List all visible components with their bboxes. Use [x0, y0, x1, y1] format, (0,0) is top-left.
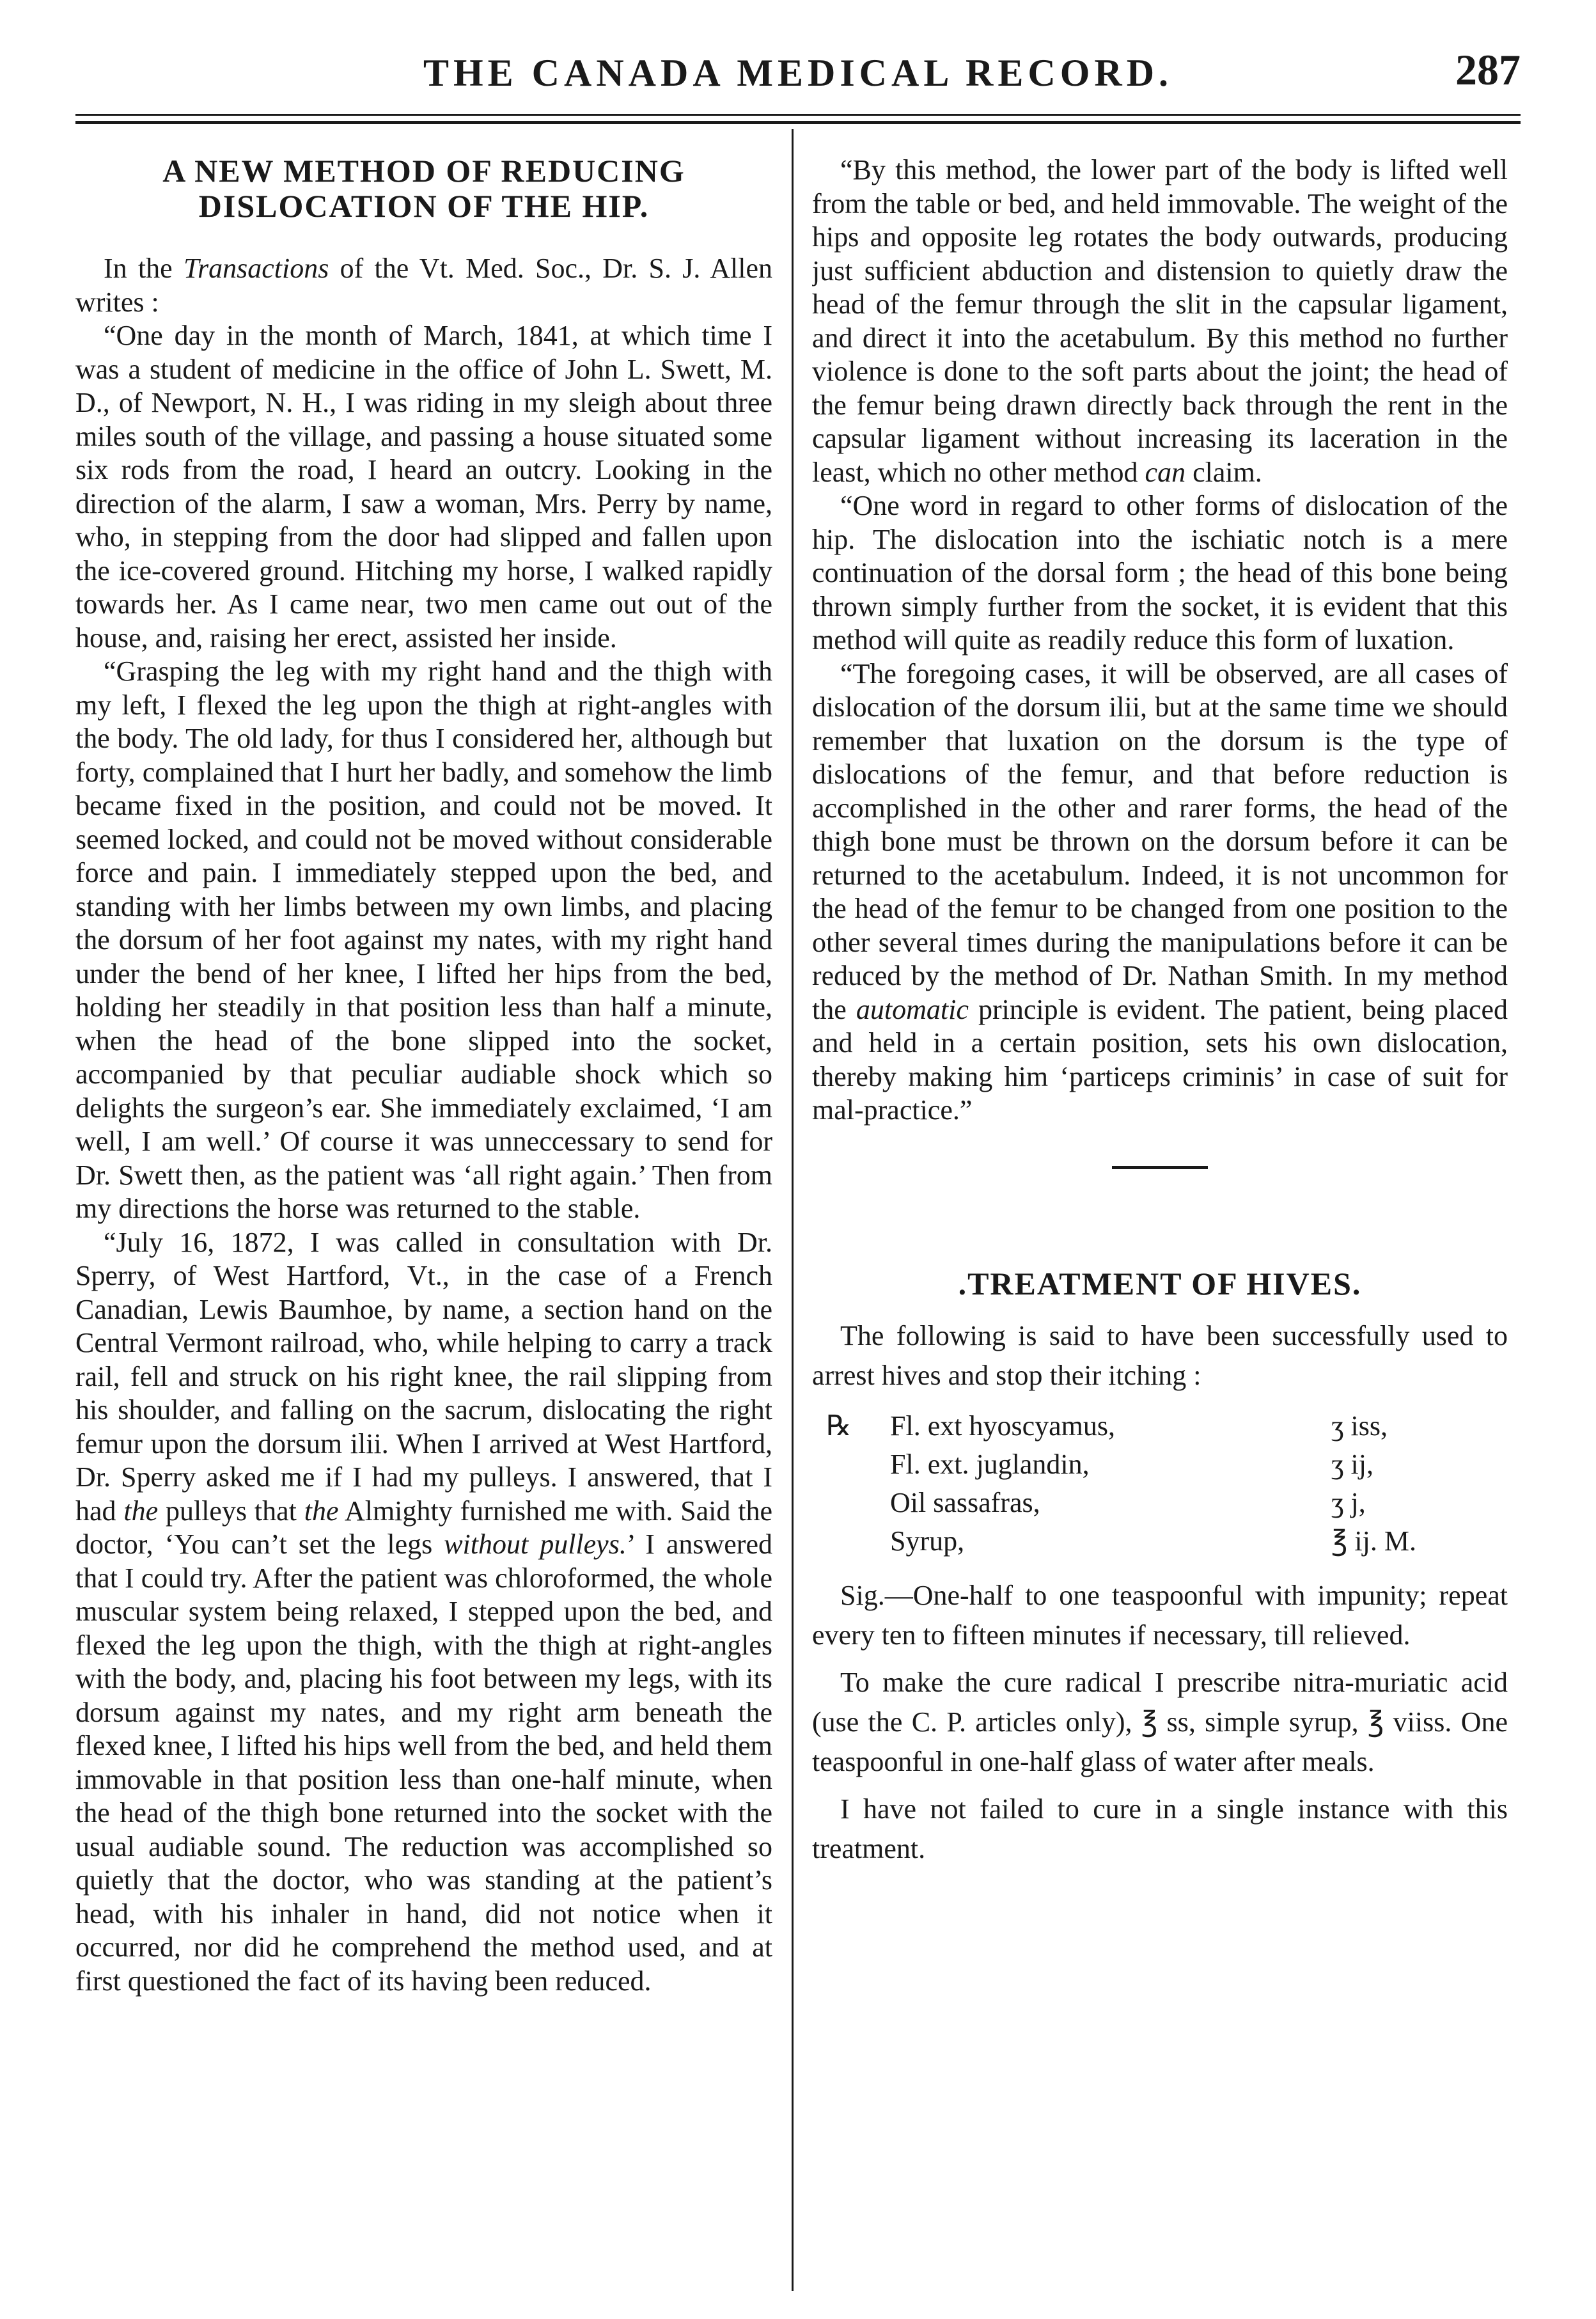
- paragraph-by-this-method: “By this method, the lower part of the body is lifted well from the table or bed, and held immovable. The weight of the hips and opposite leg rotates the body outwards, producing just sufficient abduction and distension to quietly draw the head of the femur through the slit in the capsular ligament, and direct it into the acetabulum. By this method no further violence is done to the soft parts about the joint; the head of the femur being drawn directly back through the rent in the capsular ligament without increasing its laceration in the least, which no other method can claim.: [812, 154, 1508, 488]
- closing-paragraph: I have not failed to cure in a single instance with this treatment.: [812, 1793, 1508, 1864]
- left-column: [75, 153, 772, 2296]
- prescription-row: [812, 1484, 1508, 1522]
- paragraph-march-1841: “One day in the month of March, 1841, at which time I was a student of medicine in the office of John L. Swett, M. D., of Newport, N. H., I was riding in my sleigh about three miles south of the village, and passing a house situated some six rods from the road, I heard an outcry. Looking in the direction of the alarm, I saw a woman, Mrs. Perry by name, who, in stepping from the door had slipped and fallen upon the ice-covered ground. Hitching my horse, I walked rapidly towards her. As I came near, two men came out out of the house, and, raising her erect, assisted her inside.: [75, 320, 772, 654]
- article-intro: In the Transactions of the Vt. Med. Soc., Dr. S. J. Allen writes :: [75, 253, 772, 318]
- article-title-hives: .TREATMENT OF HIVES.: [958, 1265, 1362, 1301]
- journal-name-italic: Transactions: [183, 253, 329, 284]
- radical-cure-paragraph: To make the cure radical I prescribe nitra-muriatic acid (use the C. P. articles only), ℥ ss, simple syrup, ℥ viiss. One teaspoonful in one-half glass of water after meals.: [812, 1666, 1508, 1777]
- signa-instructions: Sig.—One-half to one teaspoonful with impunity; repeat every ten to fifteen minutes if necessary, till relieved.: [812, 1579, 1508, 1651]
- header-rule-thin: [75, 114, 1521, 116]
- paragraph-july-1872: “July 16, 1872, I was called in consultation with Dr. Sperry, of West Hartford, Vt., in the case of a French Canadian, Lewis Baumhoe, by name, a section hand on the Central Vermont railroad, who, while helping to carry a track rail, fell and struck on his right knee, the rail slipping from his shoulder, and falling on the sacrum, dislocating the right femur upon the dorsum ilii. When I arrived at West Hartford, Dr. Sperry asked me if I had my pulleys. I answered, that I had the pulleys that the Almighty furnished me with. Said the doctor, ‘You can’t set the legs without pulleys.’ I answered that I could try. After the patient was chloroformed, the whole muscular system being relaxed, I stepped upon the bed, and flexed the leg upon the thigh, with the thigh at right-angles with the body, and, placing his foot between my legs, with its dorsum against my nates, and my right arm beneath the flexed knee, I lifted his hips well from the bed, and held them immovable in that position less than one-half minute, when the head of the thigh bone returned into the socket with the usual audiable sound. The reduction was accomplished so quietly that the doctor, who was standing at the patient’s head, with his inhaler in hand, did not notice when it occurred, nor did he comprehend the method used, and at first questioned the fact of its having been reduced.: [75, 1226, 772, 1997]
- ingredient-quantity: ℥ ij. M.: [1331, 1525, 1416, 1557]
- ingredient-name: Oil sassafras,: [890, 1486, 1040, 1518]
- ingredient-name: Fl. ext hyoscyamus,: [890, 1410, 1115, 1442]
- right-column: [812, 153, 1508, 2296]
- ingredient-quantity: ʒ ij,: [1331, 1448, 1373, 1480]
- header-rule-thick: [75, 121, 1521, 124]
- ingredient-name: Syrup,: [890, 1525, 965, 1557]
- prescription-row: [812, 1445, 1508, 1484]
- ingredient-name: Fl. ext. juglandin,: [890, 1448, 1090, 1480]
- paragraph-foregoing-cases: “The foregoing cases, it will be observed, are all cases of dislocation of the dorsum ilii, but at the same time we should remember that luxation on the dorsum is the type of dislocations of the femur, and that before reduction is accomplished in the other and rarer forms, the head of the thigh bone must be thrown on the dorsum before it can be returned to the acetabulum. Indeed, it is not uncommon for the head of the femur to be changed from one position to the other several times during the manipulations before it can be reduced by the method of Dr. Nathan Smith. In my method the automatic principle is evident. The patient, being placed and held in a certain position, sets his own dislocation, thereby making him ‘particeps criminis’ in case of suit for mal-practice.”: [812, 657, 1508, 1126]
- section-separator: [1112, 1166, 1208, 1169]
- prescription-row: [812, 1522, 1508, 1560]
- article-title-hip: A NEW METHOD OF REDUCING DISLOCATION OF THE HIP.: [162, 153, 685, 224]
- recipe-symbol-icon: ℞: [826, 1410, 852, 1442]
- running-header: [75, 38, 1521, 109]
- hives-intro: The following is said to have been successfully used to arrest hives and stop their itching :: [812, 1319, 1508, 1391]
- prescription-row: [812, 1407, 1508, 1445]
- paragraph-other-forms: “One word in regard to other forms of dislocation of the hip. The dislocation into the ischiatic notch is a mere continuation of the dorsal form ; the head of this bone being thrown simply further from the socket, it is evident that this method will quite as readily reduce this form of luxation.: [812, 490, 1508, 656]
- page-number: 287: [1455, 45, 1521, 94]
- ingredient-quantity: ʒ iss,: [1331, 1410, 1388, 1442]
- prescription-list: [812, 1407, 1508, 1560]
- ingredient-quantity: ʒ j,: [1331, 1486, 1366, 1518]
- journal-title: THE CANADA MEDICAL RECORD.: [423, 52, 1173, 94]
- column-divider: [792, 129, 794, 2291]
- paragraph-grasping: “Grasping the leg with my right hand and the thigh with my left, I flexed the leg upon the thigh at right-angles with the body. The old lady, for thus I considered her, although but forty, complained that I hurt her badly, and somehow the limb became fixed in the position, and could not be moved. It seemed locked, and could not be moved without considerable force and pain. I immediately stepped upon the bed, and standing with her limbs between my own limbs, and placing the dorsum of her foot against my nates, with my right hand under the bend of her knee, I lifted her hips from the bed, holding her steadily in that position less than half a minute, when the head of the bone slipped into the socket, accompanied by that peculiar audiable shock which so delights the surgeon’s ear. She immediately exclaimed, ‘I am well, I am well.’ Of course it was unneccessary to send for Dr. Swett then, as the patient was ‘all right again.’ Then from my directions the horse was returned to the stable.: [75, 656, 772, 1224]
